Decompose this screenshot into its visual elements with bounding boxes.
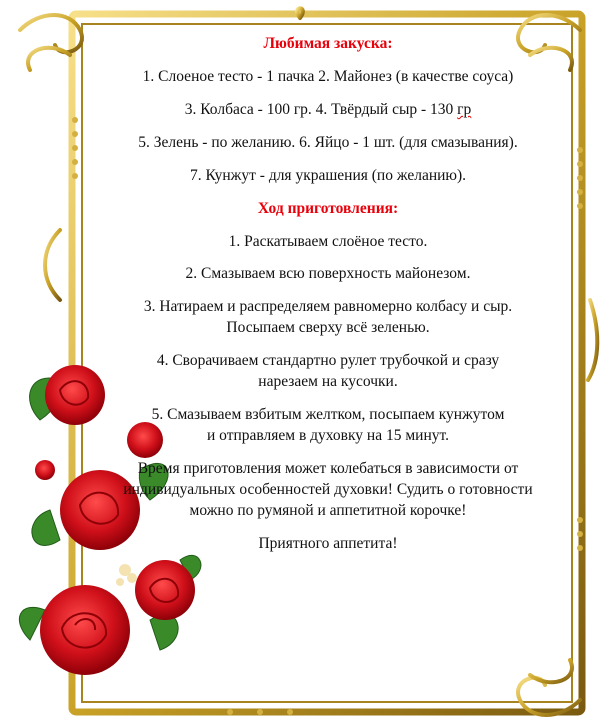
ingredient-line: 7. Кунжут - для украшения (по желанию). xyxy=(189,166,467,184)
step-item: 2. Смазываем всю поверхность майонезом. xyxy=(185,265,471,283)
steps-list xyxy=(108,232,548,447)
step-item: 4. Сворачиваем стандартно рулет трубочкой и сразу нарезаем на кусочки. xyxy=(156,352,500,391)
closing-text: Приятного аппетита! xyxy=(258,534,398,552)
step-item: 5. Смазываем взбитым желтком, посыпаем кунжутом и отправляем в духовку на 15 минут. xyxy=(151,406,505,444)
ingredients-list xyxy=(108,67,548,187)
step-item: 3. Натираем и распределяем равномерно колбасу и сыр. Посыпаем сверху всё зеленью. xyxy=(143,298,513,337)
ingredient-unit: гр xyxy=(457,100,472,118)
recipe-title: Любимая закуска: xyxy=(263,35,393,52)
cooking-note: Время приготовления может колебаться в зависимости от индивидуальных особенностей духовки! Судить о готовности можно по румяной и аппетитной корочке! xyxy=(123,459,533,519)
recipe-card xyxy=(108,34,548,567)
ingredient-line: 3. Колбаса - 100 гр. 4. Твёрдый сыр - 130 гр xyxy=(184,100,472,118)
ingredient-line: 1. Слоеное тесто - 1 пачка 2. Майонез (в качестве соуса) xyxy=(142,67,514,85)
ingredient-line: 5. Зелень - по желанию. 6. Яйцо - 1 шт. (для смазывания). xyxy=(138,133,518,151)
steps-title: Ход приготовления: xyxy=(257,199,399,217)
step-item: 1. Раскатываем слоёное тесто. xyxy=(228,232,428,250)
